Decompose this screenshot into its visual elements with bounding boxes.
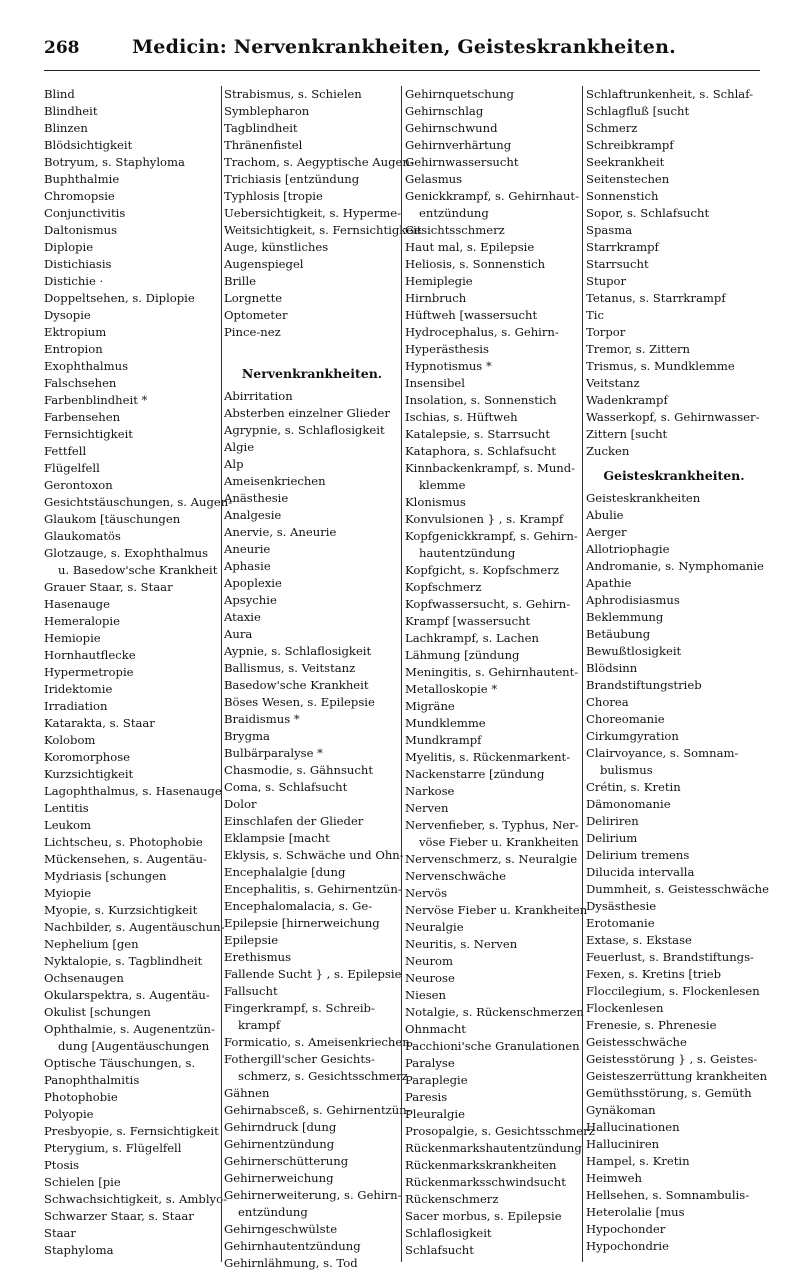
entry-line: Glaukom [täuschungen (44, 512, 181, 526)
entry-line: Gesichtsschmerz (405, 223, 505, 237)
entry-columns (44, 86, 769, 1270)
entry-line: Gähnen (224, 1086, 270, 1100)
entry-line: Schreibkrampf (586, 138, 674, 152)
entry-line: Optische Täuschungen, s. (44, 1056, 196, 1070)
entry-line: Epilepsie [hirnerweichung (224, 916, 380, 930)
entry-line: Weitsichtigkeit, s. Fernsichtigkeit (224, 223, 422, 237)
entry-line: Dysopie (44, 308, 91, 322)
entry-line: Rückenschmerz (405, 1192, 499, 1206)
entry-line: Aphrodisiasmus (586, 593, 680, 607)
entry-line: Fexen, s. Kretins [trieb (586, 967, 722, 981)
entry-line: Feuerlust, s. Brandstiftungs- (586, 950, 754, 964)
entry-line: Erethismus (224, 950, 292, 964)
entry-line: Distichiasis (44, 257, 112, 271)
entry-line: Choreomanie (586, 712, 665, 726)
entry-line: Gehirnentzündung (224, 1137, 335, 1151)
entry-line: Gehirnerweichung (224, 1171, 334, 1185)
entry-line: u. Basedow'sche Krankheit (58, 563, 218, 577)
entry-line: Krampf [wassersucht (405, 614, 531, 628)
entry-line: Rückenmarksschwindsucht (405, 1175, 566, 1189)
entry-line: Insolation, s. Sonnenstich (405, 393, 557, 407)
entry-line: Paralyse (405, 1056, 455, 1070)
entry-line: Fingerkrampf, s. Schreib- (224, 1001, 375, 1015)
entry-line: Augenspiegel (224, 257, 304, 271)
entry-line: Blindheit (44, 104, 98, 118)
entry-line: Strabismus, s. Schielen (224, 87, 362, 101)
entry-line: Insensibel (405, 376, 465, 390)
entry-line: Geistesschwäche (586, 1035, 687, 1049)
entry-line: Staar (44, 1226, 76, 1240)
entry-line: Mundklemme (405, 716, 486, 730)
entry-line: Gehirnschwund (405, 121, 498, 135)
entry-line: Ophthalmie, s. Augenentzün- (44, 1022, 215, 1036)
entry-line: entzündung (419, 206, 489, 220)
entry-line: Thränenfistel (224, 138, 303, 152)
entry-line: Nervenschwäche (405, 869, 506, 883)
entry-line: bulismus (600, 763, 653, 777)
entry-line: Leukom (44, 818, 92, 832)
running-title: Medicin: Nervenkrankheiten, Geisteskrankheiten. (132, 36, 676, 58)
entry-line: Ameisenkriechen (224, 474, 326, 488)
entry-line: Brandstiftungstrieb (586, 678, 702, 692)
entry-line: Seekrankheit (586, 155, 665, 169)
entry-line: Gelasmus (405, 172, 463, 186)
entry-line: Kurzsichtigkeit (44, 767, 134, 781)
entry-line: Bulbärparalyse * (224, 746, 323, 760)
entry-line: Schwarzer Staar, s. Staar (44, 1209, 194, 1223)
entry-line: Kataphora, s. Schlafsucht (405, 444, 557, 458)
entry-line: dung [Augentäuschungen (58, 1039, 210, 1053)
entry-line: Narkose (405, 784, 455, 798)
entry-line: Hypnotismus * (405, 359, 492, 373)
entry-line: Gesichtstäuschungen, s. Augen- (44, 495, 233, 509)
entry-line: Beklemmung (586, 610, 664, 624)
entry-line: Paraplegie (405, 1073, 468, 1087)
entry-line: Apathie (586, 576, 632, 590)
entry-line: entzündung (238, 1205, 308, 1219)
entry-line: Hallucinationen (586, 1120, 680, 1134)
entry-line: Meningitis, s. Gehirnhautent- (405, 665, 579, 679)
entry-line: Einschlafen der Glieder (224, 814, 364, 828)
column-2 (224, 86, 422, 1270)
entry-line: Doppeltsehen, s. Diplopie (44, 291, 195, 305)
column-4 (586, 86, 769, 1262)
entry-line: Fettfell (44, 444, 87, 458)
entry-line: Glaukomatös (44, 529, 121, 543)
entry-line: Hemiopie (44, 631, 101, 645)
entry-line: Falschsehen (44, 376, 117, 390)
column-divider (582, 86, 583, 1262)
entry-line: Algie (224, 440, 255, 454)
entry-line: Fothergill'scher Gesichts- (224, 1052, 375, 1066)
entry-line: Gerontoxon (44, 478, 113, 492)
entry-line: Mydriasis [schungen (44, 869, 167, 883)
entry-line: Heterolalie [mus (586, 1205, 685, 1219)
entry-line: Gehirnerschütterung (224, 1154, 349, 1168)
entry-line: Gehirnschlag (405, 104, 484, 118)
entry-line: Abirritation (224, 389, 293, 403)
entry-line: Nervös (405, 886, 448, 900)
entry-line: Prosopalgie, s. Gesichtsschmerz (405, 1124, 595, 1138)
entry-line: Schwachsichtigkeit, s. Amblyo- (44, 1192, 227, 1206)
entry-line: Optometer (224, 308, 288, 322)
header-rule (44, 70, 760, 71)
entry-line: Entropion (44, 342, 103, 356)
entry-line: Aerger (586, 525, 627, 539)
entry-line: Nervenschmerz, s. Neuralgie (405, 852, 578, 866)
entry-line: Delirium tremens (586, 848, 690, 862)
entry-line: Zucken (586, 444, 630, 458)
entry-line: Dolor (224, 797, 257, 811)
entry-line: Gemüthsstörung, s. Gemüth (586, 1086, 752, 1100)
entry-line: Lentitis (44, 801, 89, 815)
entry-line: Auge, künstliches (224, 240, 329, 254)
entry-line: Lichtscheu, s. Photophobie (44, 835, 203, 849)
entry-line: Daltonismus (44, 223, 118, 237)
entry-line: Geistesstörung } , s. Geistes- (586, 1052, 758, 1066)
entry-line: Fallsucht (224, 984, 278, 998)
entry-line: Katarakta, s. Staar (44, 716, 155, 730)
entry-line: Nephelium [gen (44, 937, 139, 951)
entry-line: Glotzauge, s. Exophthalmus (44, 546, 209, 560)
entry-line: Rückenmarkskrankheiten (405, 1158, 557, 1172)
entry-line: Chromopsie (44, 189, 115, 203)
entry-line: Kopfgicht, s. Kopfschmerz (405, 563, 559, 577)
entry-line: Neuralgie (405, 920, 464, 934)
entry-line: Eklysis, s. Schwäche und Ohn- (224, 848, 404, 862)
entry-line: Starrsucht (586, 257, 649, 271)
entry-line: Clairvoyance, s. Somnam- (586, 746, 739, 760)
entry-line: Encephalitis, s. Gehirnentzün- (224, 882, 402, 896)
entry-line: Halluciniren (586, 1137, 660, 1151)
entry-line: Anervie, s. Aneurie (224, 525, 337, 539)
entry-line: Hemiplegie (405, 274, 473, 288)
entry-line: Gehirnhautentzündung (224, 1239, 361, 1253)
entry-line: Geisteszerrüttung krankheiten (586, 1069, 768, 1083)
entry-line: Veitstanz (586, 376, 640, 390)
entry-line: Alp (224, 457, 244, 471)
entry-line: Trachom, s. Aegyptische Augen- (224, 155, 414, 169)
entry-line: Schlaftrunkenheit, s. Schlaf- (586, 87, 754, 101)
entry-line: Delirium (586, 831, 638, 845)
column-3 (405, 86, 595, 1262)
entry-line: Tagblindheit (224, 121, 298, 135)
entry-line: klemme (419, 478, 466, 492)
entry-line: Abulie (586, 508, 624, 522)
entry-line: Seitenstechen (586, 172, 670, 186)
entry-line: Apsychie (224, 593, 277, 607)
entry-line: Photophobie (44, 1090, 118, 1104)
entry-line: Heimweh (586, 1171, 642, 1185)
entry-line: Dummheit, s. Geistesschwäche (586, 882, 769, 896)
entry-line: Brille (224, 274, 257, 288)
entry-line: Pacchioni'sche Granulationen (405, 1039, 580, 1053)
entry-line: Formicatio, s. Ameisenkriechen (224, 1035, 410, 1049)
entry-line: Lagophthalmus, s. Hasenauge (44, 784, 222, 798)
entry-line: Betäubung (586, 627, 651, 641)
entry-line: Basedow'sche Krankheit (224, 678, 369, 692)
entry-line: Dysästhesie (586, 899, 657, 913)
entry-line: Gehirndruck [dung (224, 1120, 337, 1134)
entry-line: Ochsenaugen (44, 971, 124, 985)
entry-line: Ektropium (44, 325, 107, 339)
entry-line: Neuritis, s. Nerven (405, 937, 518, 951)
column-1 (44, 86, 233, 1262)
entry-line: Panophthalmitis (44, 1073, 140, 1087)
page-header (44, 34, 764, 68)
column-divider (401, 86, 402, 1262)
entry-line: Sopor, s. Schlafsucht (586, 206, 710, 220)
entry-line: Dämonomanie (586, 797, 671, 811)
entry-line: Hydrocephalus, s. Gehirn- (405, 325, 559, 339)
entry-line: Gehirnverhärtung (405, 138, 512, 152)
entry-line: Pince-nez (224, 325, 281, 339)
entry-line: Aphasie (224, 559, 271, 573)
blank-line (224, 341, 400, 358)
entry-line: Irradiation (44, 699, 108, 713)
entry-line: Klonismus (405, 495, 466, 509)
entry-line: Konvulsionen } , s. Krampf (405, 512, 564, 526)
entry-line: Extase, s. Ekstase (586, 933, 692, 947)
entry-line: Gehirnabsceß, s. Gehirnentzün- (224, 1103, 411, 1117)
entry-line: Nervenfieber, s. Typhus, Ner- (405, 818, 579, 832)
entry-line: Eklampsie [macht (224, 831, 330, 845)
column-divider (221, 86, 222, 1262)
entry-line: Symblepharon (224, 104, 310, 118)
section-heading: Geisteskrankheiten. (603, 468, 745, 483)
entry-line: Schlagfluß [sucht (586, 104, 690, 118)
entry-line: Trichiasis [entzündung (224, 172, 360, 186)
page-number: 268 (44, 38, 80, 58)
entry-line: Chasmodie, s. Gähnsucht (224, 763, 373, 777)
entry-line: Gehirnquetschung (405, 87, 514, 101)
entry-line: Sonnenstich (586, 189, 659, 203)
entry-line: Epilepsie (224, 933, 279, 947)
entry-line: Spasma (586, 223, 633, 237)
section-heading: Nervenkrankheiten. (241, 366, 383, 381)
entry-line: Hypochonder (586, 1222, 666, 1236)
entry-line: Buphthalmie (44, 172, 120, 186)
entry-line: Apoplexie (224, 576, 282, 590)
entry-line: Kopfwassersucht, s. Gehirn- (405, 597, 571, 611)
entry-line: Nachbilder, s. Augentäuschun- (44, 920, 225, 934)
entry-line: Hirnbruch (405, 291, 467, 305)
entry-line: krampf (238, 1018, 281, 1032)
entry-line: Iridektomie (44, 682, 113, 696)
entry-line: Typhlosis [tropie (224, 189, 323, 203)
entry-line: Aypnie, s. Schlaflosigkeit (224, 644, 372, 658)
entry-line: Koromorphose (44, 750, 131, 764)
entry-line: Conjunctivitis (44, 206, 126, 220)
entry-line: Pleuralgie (405, 1107, 465, 1121)
entry-line: Migräne (405, 699, 455, 713)
entry-line: Böses Wesen, s. Epilepsie (224, 695, 375, 709)
entry-line: Polyopie (44, 1107, 94, 1121)
entry-line: Lähmung [zündung (405, 648, 520, 662)
entry-line: Wadenkrampf (586, 393, 668, 407)
entry-line: Ptosis (44, 1158, 80, 1172)
entry-line: Fernsichtigkeit (44, 427, 133, 441)
entry-line: Erotomanie (586, 916, 655, 930)
entry-line: Floccilegium, s. Flockenlesen (586, 984, 760, 998)
entry-line: Flockenlesen (586, 1001, 664, 1015)
entry-line: Tetanus, s. Starrkrampf (586, 291, 726, 305)
entry-line: Paresis (405, 1090, 448, 1104)
entry-line: Sacer morbus, s. Epilepsie (405, 1209, 562, 1223)
entry-line: Brygma (224, 729, 270, 743)
entry-line: Ballismus, s. Veitstanz (224, 661, 356, 675)
entry-line: Crétin, s. Kretin (586, 780, 681, 794)
entry-line: Trismus, s. Mundklemme (586, 359, 735, 373)
entry-line: Aneurie (224, 542, 271, 556)
entry-line: Nerven (405, 801, 449, 815)
entry-line: Hypochondrie (586, 1239, 670, 1253)
entry-line: Chorea (586, 695, 629, 709)
entry-line: Wasserkopf, s. Gehirnwasser- (586, 410, 760, 424)
entry-line: Nervöse Fieber u. Krankheiten (405, 903, 588, 917)
entry-line: Andromanie, s. Nymphomanie (586, 559, 764, 573)
entry-line: Ischias, s. Hüftweh (405, 410, 518, 424)
entry-line: Lachkrampf, s. Lachen (405, 631, 539, 645)
entry-line: Myopie, s. Kurzsichtigkeit (44, 903, 198, 917)
entry-line: Ataxie (224, 610, 261, 624)
entry-line: Zittern [sucht (586, 427, 668, 441)
entry-line: Myiopie (44, 886, 92, 900)
entry-line: Diplopie (44, 240, 94, 254)
entry-line: Kolobom (44, 733, 96, 747)
entry-line: Anästhesie (224, 491, 289, 505)
entry-line: Torpor (586, 325, 626, 339)
entry-line: Farbensehen (44, 410, 121, 424)
entry-line: Botryum, s. Staphyloma (44, 155, 185, 169)
entry-line: Hemeralopie (44, 614, 120, 628)
entry-line: Agrypnie, s. Schlaflosigkeit (224, 423, 385, 437)
entry-line: Heliosis, s. Sonnenstich (405, 257, 546, 271)
entry-line: Aura (224, 627, 253, 641)
entry-line: Allotriophagie (586, 542, 670, 556)
entry-line: Uebersichtigkeit, s. Hyperme- (224, 206, 402, 220)
entry-line: Mundkrampf (405, 733, 482, 747)
entry-line: Nackenstarre [zündung (405, 767, 545, 781)
entry-line: Flügelfell (44, 461, 100, 475)
entry-line: Gehirnwassersucht (405, 155, 519, 169)
entry-line: Pterygium, s. Flügelfell (44, 1141, 182, 1155)
entry-line: Presbyopie, s. Fernsichtigkeit (44, 1124, 219, 1138)
entry-line: Blind (44, 87, 75, 101)
entry-line: Hyperästhesis (405, 342, 489, 356)
entry-line: Blödsichtigkeit (44, 138, 133, 152)
entry-line: Schlafsucht (405, 1243, 474, 1257)
entry-line: Coma, s. Schlafsucht (224, 780, 348, 794)
entry-line: Grauer Staar, s. Staar (44, 580, 173, 594)
entry-line: hautentzündung (419, 546, 516, 560)
entry-line: Absterben einzelner Glieder (224, 406, 390, 420)
entry-line: Gehirnlähmung, s. Tod (224, 1256, 358, 1270)
entry-line: Myelitis, s. Rückenmarkent- (405, 750, 571, 764)
entry-line: Genickkrampf, s. Gehirnhaut- (405, 189, 580, 203)
entry-line: Schmerz (586, 121, 638, 135)
entry-line: Stupor (586, 274, 627, 288)
entry-line: Starrkrampf (586, 240, 659, 254)
entry-line: Gehirngeschwülste (224, 1222, 338, 1236)
entry-line: Nyktalopie, s. Tagblindheit (44, 954, 203, 968)
entry-line: Tremor, s. Zittern (586, 342, 691, 356)
entry-line: Kopfgenickkrampf, s. Gehirn- (405, 529, 578, 543)
entry-line: Metalloskopie * (405, 682, 498, 696)
entry-line: Neurom (405, 954, 453, 968)
entry-line: Hellsehen, s. Somnambulis- (586, 1188, 750, 1202)
entry-line: Blinzen (44, 121, 88, 135)
entry-line: Neurose (405, 971, 455, 985)
entry-line: Hypermetropie (44, 665, 134, 679)
entry-line: Geisteskrankheiten (586, 491, 701, 505)
entry-line: Cirkumgyration (586, 729, 679, 743)
entry-line: Farbenblindheit * (44, 393, 148, 407)
entry-line: Okularspektra, s. Augentäu- (44, 988, 210, 1002)
entry-line: Okulist [schungen (44, 1005, 151, 1019)
entry-line: Staphyloma (44, 1243, 114, 1257)
entry-line: Niesen (405, 988, 446, 1002)
entry-line: Hornhautflecke (44, 648, 136, 662)
entry-line: schmerz, s. Gesichtsschmerz (238, 1069, 408, 1083)
entry-line: Hüftweh [wassersucht (405, 308, 538, 322)
entry-line: Schielen [pie (44, 1175, 121, 1189)
entry-line: Distichie · (44, 274, 104, 288)
entry-line: Katalepsie, s. Starrsucht (405, 427, 550, 441)
entry-line: Fallende Sucht } , s. Epilepsie (224, 967, 402, 981)
entry-line: Frenesie, s. Phrenesie (586, 1018, 717, 1032)
entry-line: Analgesie (224, 508, 282, 522)
entry-line: Gehirnerweiterung, s. Gehirn- (224, 1188, 402, 1202)
entry-line: Blödsinn (586, 661, 638, 675)
entry-line: Notalgie, s. Rückenschmerzen (405, 1005, 584, 1019)
entry-line: Encephalomalacia, s. Ge- (224, 899, 373, 913)
entry-line: Deliriren (586, 814, 639, 828)
entry-line: Hampel, s. Kretin (586, 1154, 690, 1168)
entry-line: Kinnbackenkrampf, s. Mund- (405, 461, 576, 475)
entry-line: Bewußtlosigkeit (586, 644, 682, 658)
entry-line: Exophthalmus (44, 359, 129, 373)
entry-line: Kopfschmerz (405, 580, 482, 594)
entry-line: Gynäkoman (586, 1103, 656, 1117)
entry-line: Ohnmacht (405, 1022, 466, 1036)
entry-line: Haut mal, s. Epilepsie (405, 240, 535, 254)
entry-line: vöse Fieber u. Krankheiten (419, 835, 579, 849)
entry-line: Encephalalgie [dung (224, 865, 346, 879)
entry-line: Rückenmarkshautentzündung (405, 1141, 582, 1155)
entry-line: Braidismus * (224, 712, 300, 726)
entry-line: Hasenauge (44, 597, 110, 611)
entry-line: Tic (586, 308, 604, 322)
entry-line: Lorgnette (224, 291, 283, 305)
entry-line: Schlaflosigkeit (405, 1226, 492, 1240)
entry-line: Mückensehen, s. Augentäu- (44, 852, 208, 866)
entry-line: Dilucida intervalla (586, 865, 695, 879)
